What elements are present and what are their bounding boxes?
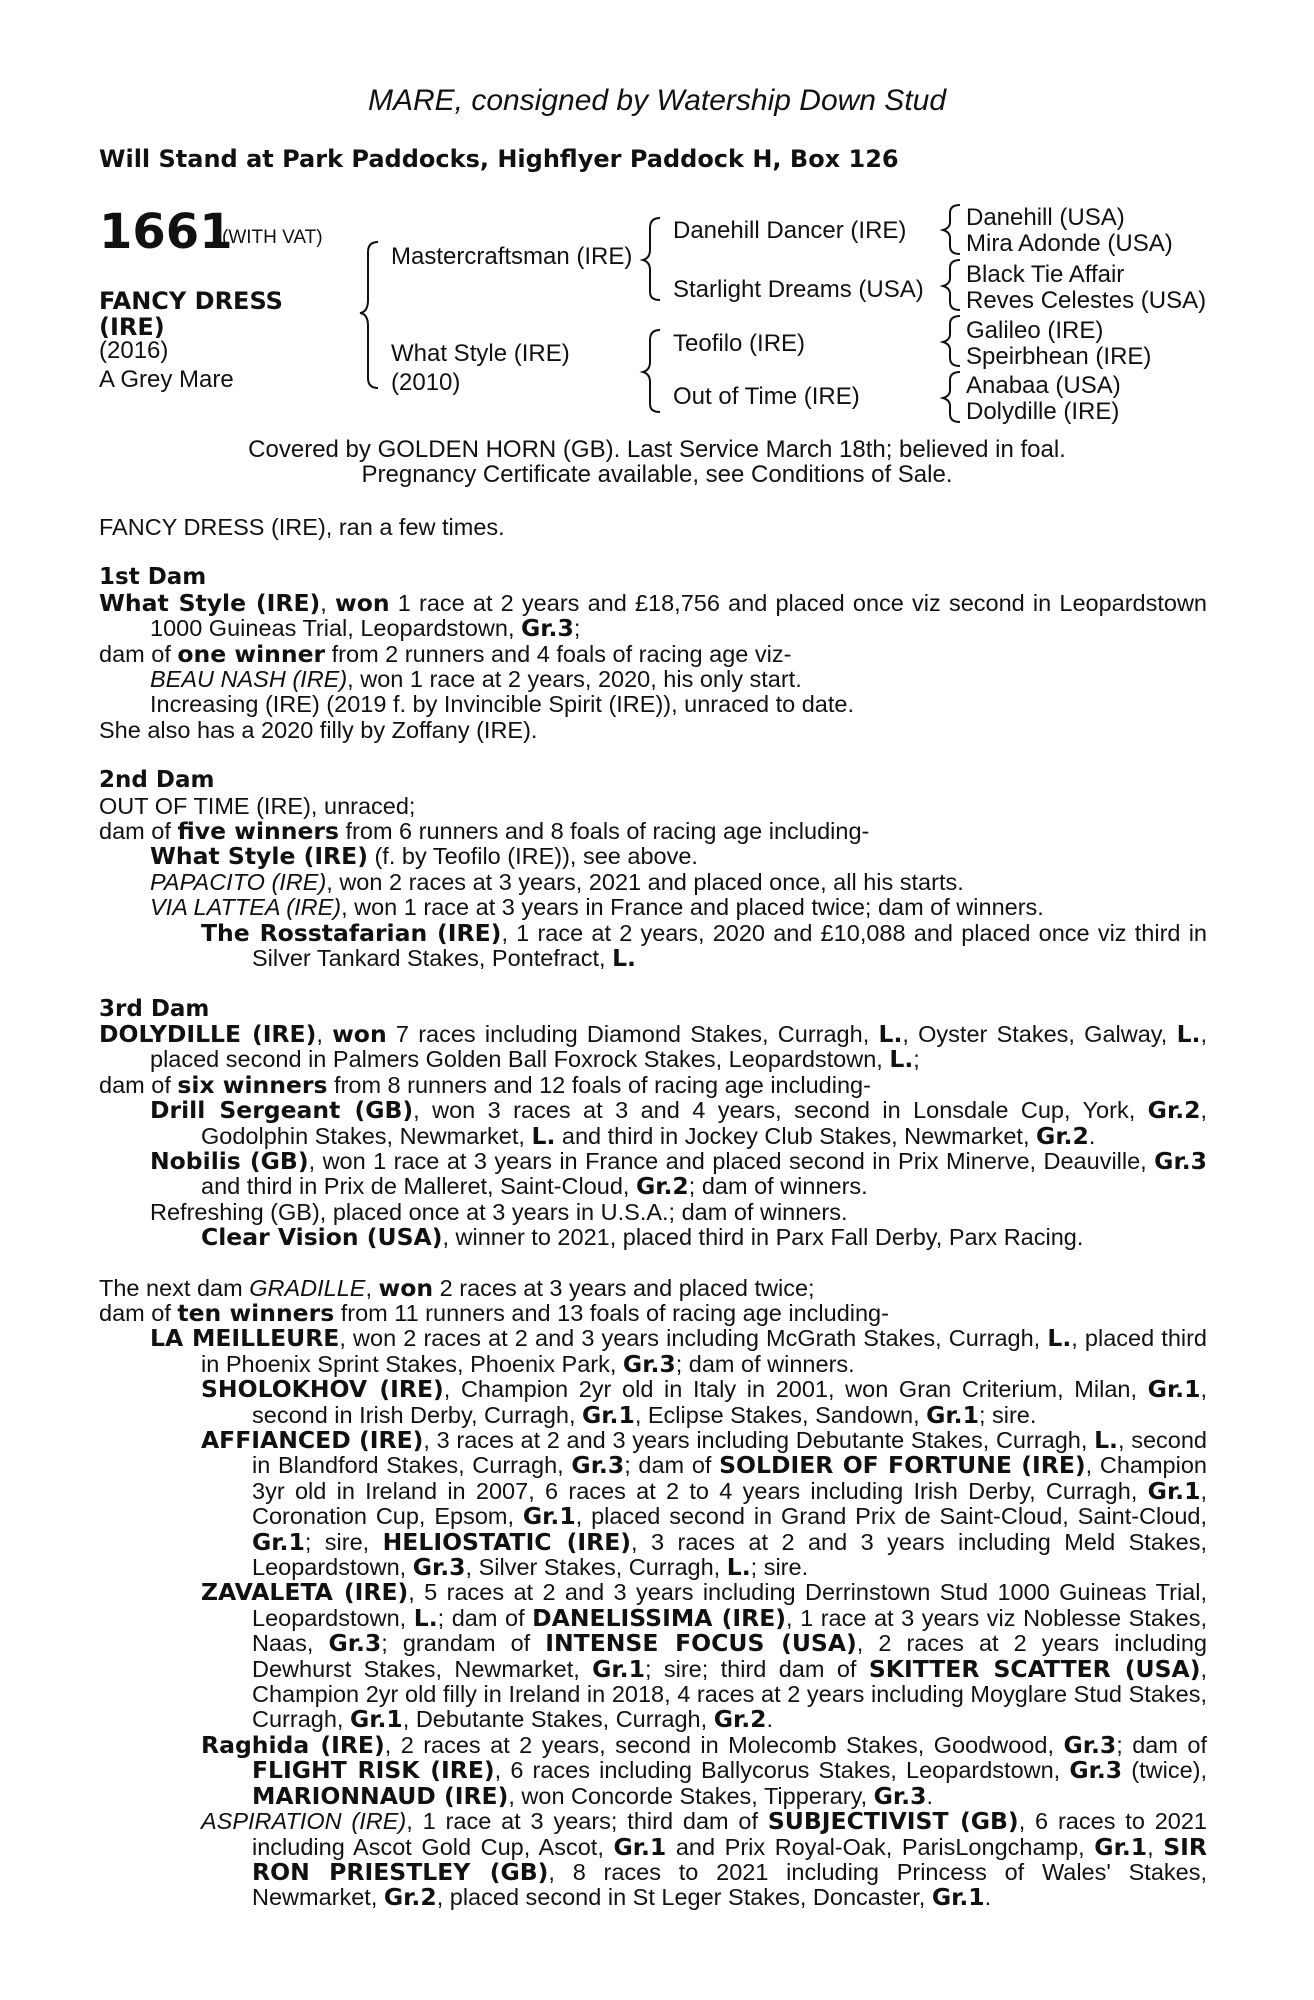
produce-item: Refreshing (GB), placed once at 3 years in U.S.A.; dam of winners. (150, 1198, 848, 1225)
produce-item: ASPIRATION (IRE), 1 race at 3 years; third dam of SUBJECTIVIST (GB), 6 races to 2021 including Ascot Gold Cup, Ascot, Gr.1 and Prix Royal-Oak, ParisLongchamp, Gr.1, SIR RON PRIESTLEY (GB), 8 races to 2021 including Princess of Wales' Stakes, Newmarket, Gr.2, placed second in St Leger Stakes, Doncaster, Gr.1. (201, 1807, 1208, 1912)
third-dam-heading: 3rd Dam (99, 995, 210, 1022)
pedigree-sire: Mastercraftsman (IRE) (391, 243, 633, 270)
next-dam-produce: dam of ten winners from 11 runners and 13 foals of racing age including- (99, 1298, 889, 1327)
pedigree-dam-dam: Out of Time (IRE) (673, 383, 860, 410)
pedigree-sire-dam: Starlight Dreams (USA) (673, 276, 924, 303)
third-dam-record: DOLYDILLE (IRE), won 7 races including Diamond Stakes, Curragh, L., Oyster Stakes, Galway, L., placed second in Palmers Golden Ball Foxrock Stakes, Leopardstown, L.; (99, 1019, 1207, 1074)
lot-number: 1661 (99, 204, 233, 260)
consignor-title: MARE, consigned by Watership Down Stud (367, 84, 947, 117)
next-dam-record: The next dam GRADILLE, won 2 races at 3 years and placed twice; (99, 1273, 815, 1302)
winners-count: six winners (177, 1070, 328, 1099)
winners-count: five winners (177, 817, 339, 846)
pedigree-sire-sire: Danehill Dancer (IRE) (673, 217, 907, 244)
pedigree-sds: Black Tie Affair (966, 261, 1125, 288)
stand-location: Will Stand at Park Paddocks, Highflyer Paddock H, Box 126 (99, 145, 899, 173)
covered-note (0, 437, 1314, 487)
produce-item: SHOLOKHOV (IRE), Champion 2yr old in Italy in 2001, won Gran Criterium, Milan, Gr.1, second in Irish Derby, Curragh, Gr.1, Eclipse Stakes, Sandown, Gr.1; sire. (201, 1375, 1207, 1429)
third-dam-produce: dam of six winners from 8 runners and 12 foals of racing age including- (99, 1070, 871, 1099)
produce-item: AFFIANCED (IRE), 3 races at 2 and 3 years including Debutante Stakes, Curragh, L., second in Blandford Stakes, Curragh, Gr.3; dam of SOLDIER OF FORTUNE (IRE), Champion 3yr old in Ireland in 2007, 6 races at 2 to 4 years including Irish Derby, Curragh, Gr.1, Coronation Cup, Epsom, Gr.1, placed second in Grand Prix de Saint-Cloud, Saint-Cloud, Gr.1; sire, HELIOSTATIC (IRE), 3 races at 2 and 3 years including Meld Stakes, Leopardstown, Gr.3, Silver Stakes, Curragh, L.; sire. (201, 1426, 1207, 1582)
pedigree-dam: What Style (IRE) (391, 340, 570, 367)
pedigree-dsd: Speirbhean (IRE) (966, 343, 1152, 370)
grade: Gr.3 (521, 614, 574, 643)
second-dam-heading: 2nd Dam (99, 767, 215, 794)
produce-item: ZAVALETA (IRE), 5 races at 2 and 3 years including Derrinstown Stud 1000 Guineas Trial, Leopardstown, L.; dam of DANELISSIMA (IRE), 1 race at 3 years viz Noblesse Stakes, Naas, Gr.3; grandam of INTENSE FOCUS (USA), 2 races at 2 years including Dewhurst Stakes, Newmarket, Gr.1; sire; third dam of SKITTER SCATTER (USA), Champion 2yr old filly in Ireland in 2018, 4 races at 2 years including Moyglare Stud Stakes, Curragh, Gr.1, Debutante Stakes, Curragh, Gr.2. (201, 1578, 1207, 1734)
won-label: won (334, 588, 390, 617)
dam-name: What Style (IRE) (99, 588, 321, 617)
vat-note: (WITH VAT) (222, 227, 323, 248)
also-note: She also has a 2020 filly by Zoffany (IRE). (99, 716, 538, 743)
second-dam-produce: dam of five winners from 6 runners and 8 foals of racing age including- (99, 817, 870, 846)
pedigree-sss: Danehill (USA) (966, 204, 1125, 231)
second-dam-record: OUT OF TIME (IRE), unraced; (99, 792, 416, 819)
pedigree-dam-year: (2010) (391, 369, 461, 396)
produce-item: VIA LATTEA (IRE), won 1 race at 3 years in France and placed twice; dam of winners. (150, 894, 1044, 921)
horse-description: A Grey Mare (99, 366, 234, 393)
produce-item: The Rosstafarian (IRE), 1 race at 2 years, 2020 and £10,088 and placed once viz third in Silver Tankard Stakes, Pontefract, L. (201, 918, 1207, 973)
first-dam-heading: 1st Dam (99, 564, 207, 591)
produce-item: What Style (IRE) (f. by Teofilo (IRE)), see above. (150, 842, 698, 871)
horse-year: (2016) (99, 337, 169, 364)
first-dam-produce: dam of one winner from 2 runners and 4 foals of racing age viz- (99, 639, 792, 668)
pedigree-sdd: Reves Celestes (USA) (966, 287, 1207, 314)
covered-line-1: Covered by GOLDEN HORN (GB). Last Service March 18th; believed in foal. (248, 436, 1066, 463)
intro-line: FANCY DRESS (IRE), ran a few times. (99, 514, 505, 540)
produce-item: Raghida (IRE), 2 races at 2 years, second in Molecomb Stakes, Goodwood, Gr.3; dam of FLIGHT RISK (IRE), 6 races including Ballycorus Stakes, Leopardstown, Gr.3 (twice), MARIONNAUD (IRE), won Concorde Stakes, Tipperary, Gr.3. (201, 1730, 1208, 1810)
produce-item: Drill Sergeant (GB), won 3 races at 3 and 4 years, second in Lonsdale Cup, York, Gr.2, Godolphin Stakes, Newmarket, L. and third in Jockey Club Stakes, Newmarket, Gr.2. (150, 1096, 1208, 1150)
winners-count: ten winners (177, 1298, 335, 1327)
first-dam-record: What Style (IRE), won 1 race at 2 years and £18,756 and placed once viz second in Leopardstown 1000 Guineas Trial, Leopardstown, Gr.3; (99, 588, 1208, 643)
horse-name: FANCY DRESS (IRE) (99, 287, 283, 341)
race-record (99, 515, 1207, 1911)
winners-count: one winner (177, 639, 326, 668)
produce-item: LA MEILLEURE, won 2 races at 2 and 3 years including McGrath Stakes, Curragh, L., placed third in Phoenix Sprint Stakes, Phoenix Park, Gr.3; dam of winners. (150, 1324, 1208, 1378)
produce-item: Nobilis (GB), won 1 race at 3 years in France and placed second in Prix Minerve, Deauville, Gr.3 and third in Prix de Malleret, Saint-Cloud, Gr.2; dam of winners. (150, 1146, 1207, 1201)
pedigree-ddd: Dolydille (IRE) (966, 398, 1120, 425)
pedigree-dds: Anabaa (USA) (966, 372, 1121, 399)
produce-item: BEAU NASH (IRE), won 1 race at 2 years, 2020, his only start. (150, 666, 802, 693)
pedigree-ssd: Mira Adonde (USA) (966, 230, 1173, 257)
covered-line-2: Pregnancy Certificate available, see Conditions of Sale. (361, 461, 953, 488)
produce-item: Clear Vision (USA), winner to 2021, placed third in Parx Fall Derby, Parx Racing. (201, 1223, 1084, 1252)
pedigree-dss: Galileo (IRE) (966, 317, 1104, 344)
produce-item: PAPACITO (IRE), won 2 races at 3 years, 2021 and placed once, all his starts. (150, 868, 964, 895)
produce-item: Increasing (IRE) (2019 f. by Invincible Spirit (IRE)), unraced to date. (150, 691, 855, 718)
pedigree-dam-sire: Teofilo (IRE) (673, 330, 806, 357)
